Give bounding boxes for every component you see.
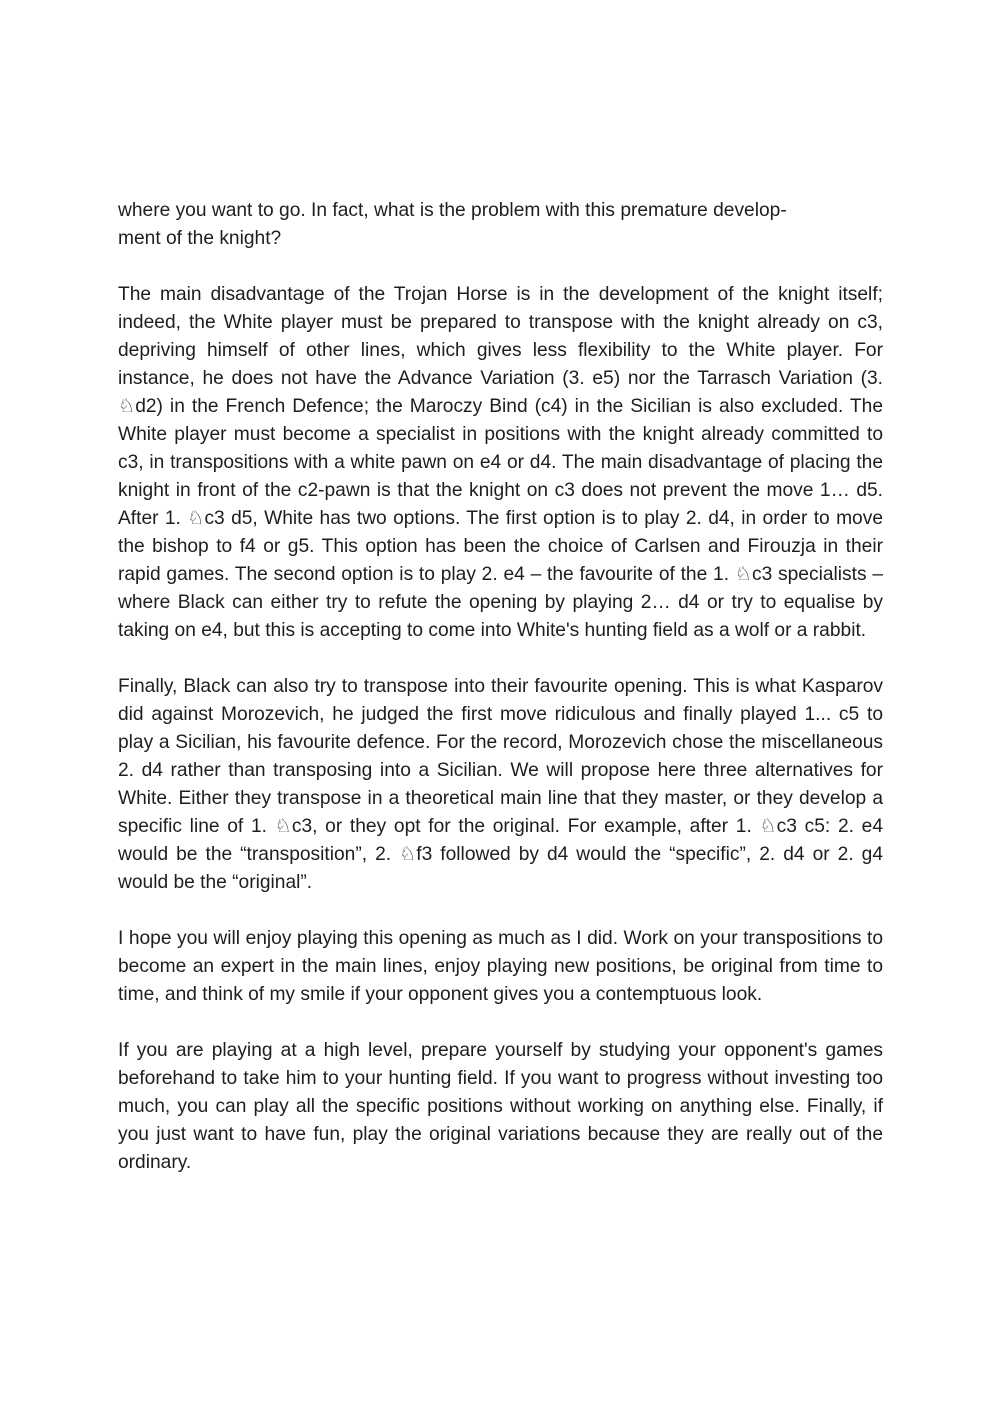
paragraph-transpose: Finally, Black can also try to transpose into their favourite opening. This is what Kasparov did against Morozevich, he judged the first move ridiculous and finally played 1... c5 to play a Sicilian, his favourite defence. For the record, Morozevich chose the miscellaneous 2. d4 rather than transposing into a Sicilian. We will propose here three alternatives for White. Either they transpose in a theoretical main line that they master, or they develop a specific line of 1. ♘c3, or they opt for the original. For example, after 1. ♘c3 c5: 2. e4 would be the “transposition”, 2. ♘f3 followed by d4 would the “specific”, 2. d4 or 2. g4 would be the “original”. (118, 676, 883, 893)
paragraph-disadvantage: The main disadvantage of the Trojan Horse is in the development of the knight itself; indeed, the White player must be prepared to transpose with the knight already on c3, depriving himself of other lines, which gives less flexibility to the White player. For instance, he does not have the Advance Variation (3. e5) nor the Tarrasch Variation (3. ♘d2) in the French Defence; the Maroczy Bind (c4) in the Sicilian is also excluded. The White player must become a specialist in positions with the knight already committed to c3, in transpositions with a white pawn on e4 or d4. The main disadvantage of placing the knight in front of the c2-pawn is that the knight on c3 does not prevent the move 1… d5. After 1. ♘c3 d5, White has two options. The first option is to play 2. d4, in order to move the bishop to f4 or g5. This option has been the choice of Carlsen and Firouzja in their rapid games. The second option is to play 2. e4 – the favourite of the 1. ♘c3 specialists – where Black can either try to refute the opening by playing 2… d4 or try to equalise by taking on e4, but this is accepting to come into White's hunting field as a wolf or a rabbit. (118, 284, 883, 641)
paragraph-enjoy: I hope you will enjoy playing this opening as much as I did. Work on your transpositions to become an expert in the main lines, enjoy playing new positions, be original from time to time, and think of my smile if your opponent gives you a contemptuous look. (118, 928, 883, 1005)
paragraph-high-level: If you are playing at a high level, prepare yourself by studying your opponent's games beforehand to take him to your hunting field. If you want to progress without investing too much, you can play all the specific positions without working on anything else. Finally, if you just want to have fun, play the original variations because they are really out of the ordinary. (118, 1040, 883, 1173)
paragraph-knight-question: where you want to go. In fact, what is the problem with this premature develop- ment of the knight? (118, 200, 787, 249)
page-body (118, 197, 883, 1205)
